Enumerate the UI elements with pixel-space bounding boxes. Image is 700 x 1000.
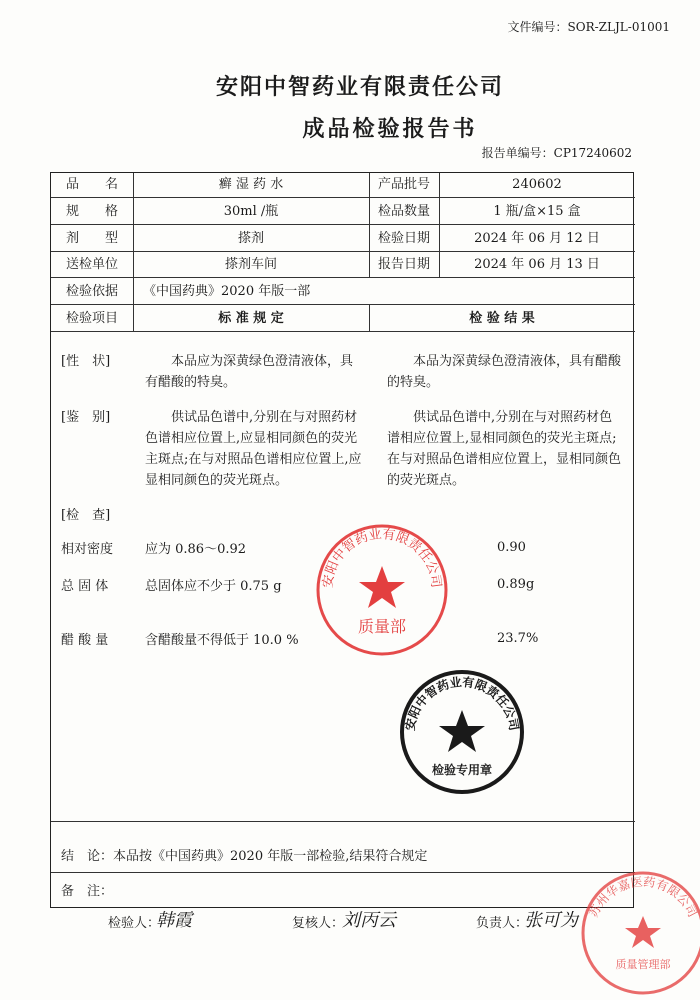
identify-standard: 供试品色谱中,分别在与对照药材色谱相应位置上,应显相同颜色的荧光主斑点;在与对照品色谱相应位置上,应显相同颜色的荧光斑点。 [145,410,362,488]
label-basis: 检验依据 [65,284,118,299]
remarks: 备 注： [61,884,114,899]
check-standard: 应为 0.86～0.92 [145,542,247,557]
report-number: 报告单编号：CP17240602 [481,146,632,160]
value-basis: 《中国药典》2020 年版一部 [143,284,311,299]
header-result: 检 验 结 果 [469,311,535,326]
identify-result: 供试品色谱中,分别在与对照药材色谱相应位置上,显相同颜色的荧光主斑点;在与对照品色谱相应位置上，显相同颜色的荧光斑点。 [387,410,622,488]
value-report-date: 2024 年 06 月 13 日 [474,257,600,272]
appearance-result: 本品为深黄绿色澄清液体，具有醋酸的特臭。 [387,354,622,390]
value-quantity: 1 瓶/盒×15 盒 [493,204,581,219]
appearance-standard: 本品应为深黄绿色澄清液体，具有醋酸的特臭。 [145,354,354,390]
red-stamp-center: 质量部 [357,617,407,636]
value-batch: 240602 [512,177,562,192]
report-title: 成品检验报告书 [302,116,478,142]
value-product-name: 癣 湿 药 水 [218,177,284,192]
label-report-date: 报告日期 [377,257,430,272]
corner-stamp-center: 质量管理部 [615,958,671,971]
section-check-label: [检 查] [61,508,111,523]
header-item: 检验项目 [65,311,118,326]
value-spec: 30ml /瓶 [223,204,279,219]
check-standard: 总固体应不少于 0.75 g [145,579,282,594]
check-name: 相对密度 [61,542,114,557]
check-name: 总 固 体 [61,579,109,594]
responsible-label: 负责人： [476,916,529,931]
value-dosage-form: 搽剂 [237,231,264,246]
star-icon [625,916,661,948]
check-name: 醋 酸 量 [61,633,109,648]
inspector-signature: 韩霞 [156,910,192,931]
label-inspect-date: 检验日期 [377,231,430,246]
label-dosage-form: 剂 型 [65,231,118,246]
check-result: 0.90 [497,540,526,555]
document-number: 文件编号：SOR-ZLJL-01001 [507,20,670,34]
company-name: 安阳中智药业有限责任公司 [215,74,504,100]
inspector-label: 检验人： [108,916,161,931]
svg-text:苏州华嘉医药有限公司 [586,875,699,920]
black-stamp-text: 安阳中智药业有限责任公司 [402,674,522,732]
value-unit: 搽剂车间 [224,257,277,272]
red-stamp-text: 安阳中智药业有限责任公司 [320,527,444,589]
label-batch: 产品批号 [377,177,430,192]
corner-company-stamp [578,868,700,998]
header-standard: 标 准 规 定 [218,311,284,326]
check-result: 23.7% [497,631,539,646]
reviewer-label: 复核人： [292,916,345,931]
label-quantity: 检品数量 [377,204,430,219]
label-unit: 送检单位 [65,257,118,272]
section-appearance-label: [性 状] [61,354,111,369]
quality-department-stamp [312,520,452,660]
check-result: 0.89g [497,577,535,592]
value-inspect-date: 2024 年 06 月 12 日 [474,231,600,246]
star-icon [439,710,485,752]
label-product-name: 品 名 [65,177,118,192]
responsible-signature: 张可为 [524,910,578,931]
conclusion: 结 论：本品按《中国药典》2020 年版一部检验,结果符合规定 [61,849,428,864]
reviewer-signature: 刘丙云 [342,910,396,931]
corner-stamp-text: 苏州华嘉医药有限公司 [586,874,700,920]
inspection-stamp [398,668,526,796]
section-identify-label: [鉴 别] [61,410,111,425]
black-stamp-center: 检验专用章 [431,763,493,777]
check-standard: 含醋酸量不得低于 10.0 % [145,633,299,648]
star-icon [359,566,405,608]
label-spec: 规 格 [65,204,118,219]
